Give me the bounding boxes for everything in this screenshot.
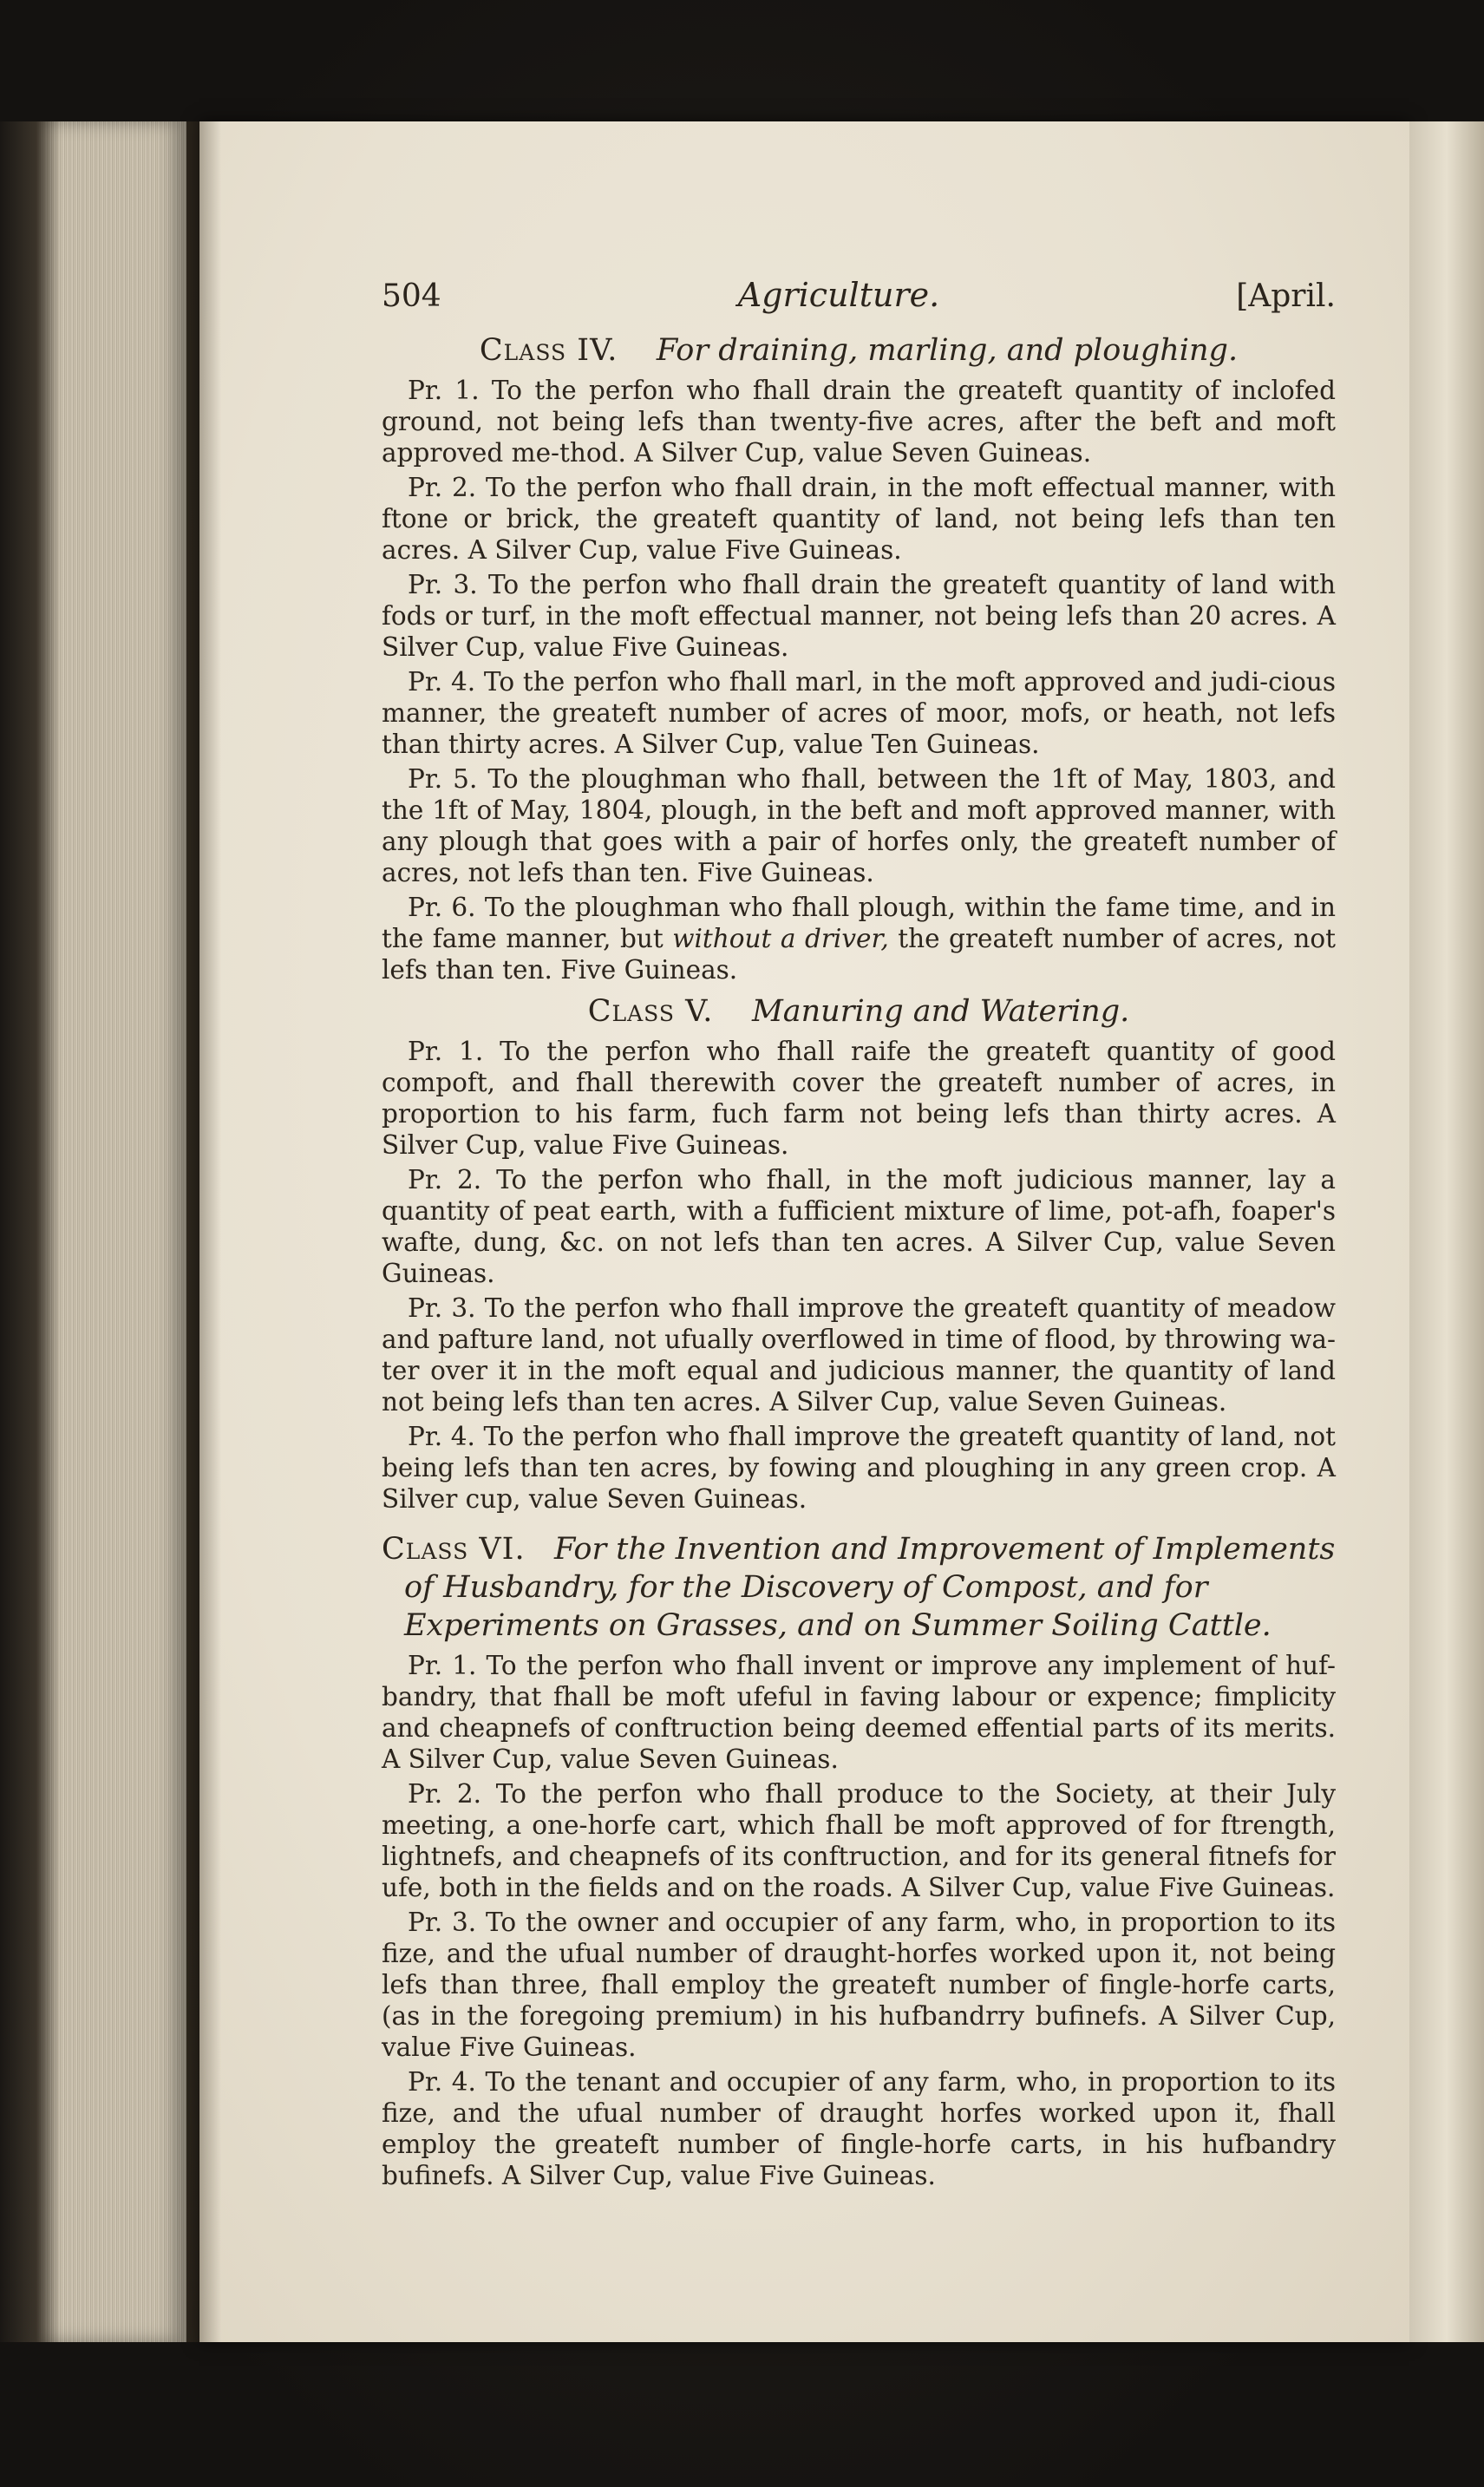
class-iv-premium-2: Pr. 2. To the perfon who fhall drain, in the moft effectual manner, with ftone or brick, the greateft quantity of land, not being lefs than ten acres. A Silver Cup, value Five Guineas.: [382, 473, 1336, 565]
class-v-heading: [382, 992, 1336, 1031]
book-cover-shadow: [0, 121, 61, 2342]
running-title: Agriculture.: [737, 276, 940, 314]
class-vi-premium-4: Pr. 4. To the tenant and occupier of any farm, who, in proportion to its fize, and the ufual number of draught horfes worked upon it, fhall employ the greateft number of fingle-horfe carts, in his hufbandry bufinefs. A Silver Cup, value Five Guineas.: [382, 2067, 1336, 2190]
facing-page-edge: [1409, 121, 1484, 2342]
page-gutter-shadow: [186, 121, 221, 2342]
class-vi-subtitle-line-3: Experiments on Grasses, and on Summer Soiling Cattle.: [404, 1608, 1272, 1643]
class-vi-label: Class VI.: [382, 1532, 526, 1567]
class-iv-premium-5: Pr. 5. To the ploughman who fhall, between the 1ft of May, 1803, and the 1ft of May, 1804, plough, in the beft and moft approved manner, with any plough that goes with a pair of horfes only, the greateft number of acres, not lefs than ten. Five Guineas.: [382, 764, 1336, 887]
premium-6-text-a: Pr. 6. To the ploughman who fhall plough, within the fame time, and in the fame manner, but: [382, 893, 1336, 953]
class-v-premium-3: Pr. 3. To the perfon who fhall improve the greateft quantity of meadow and pafture land, not ufually overflowed in time of flood, by throwing wa-ter over it in the moft equal and judicious manner, the quantity of land not being lefs than ten acres. A Silver Cup, value Seven Guineas.: [382, 1293, 1336, 1417]
class-iv-premium-3: Pr. 3. To the perfon who fhall drain the greateft quantity of land with fods or turf, in the moft effectual manner, not being lefs than 20 acres. A Silver Cup, value Five Guineas.: [382, 570, 1336, 662]
premium-6-text-b: the greateft number of acres, not lefs than ten. Five Guineas.: [382, 924, 1337, 985]
class-vi-premium-1: Pr. 1. To the perfon who fhall invent or improve any implement of huf-bandry, that fhall be moft ufeful in faving labour or expence; fimplicity and cheapnefs of conftruction being deemed effential parts of its merits. A Silver Cup, value Seven Guineas.: [382, 1651, 1336, 1774]
class-vi-subtitle-line-1: For the Invention and Improvement of Implements: [554, 1532, 1336, 1567]
premium-6-emphasis: without a driver,: [672, 924, 889, 953]
page-content: [382, 276, 1336, 2195]
class-iv-subtitle: For draining, marling, and ploughing.: [656, 333, 1239, 368]
class-iv-premium-1: Pr. 1. To the perfon who fhall drain the greateft quantity of inclofed ground, not being lefs than twenty-five acres, after the beft and moft approved me-thod. A Silver Cup, value Seven Guineas.: [382, 376, 1336, 468]
running-month: [April.: [1236, 278, 1336, 314]
class-vi-subtitle-line-2: of Husbandry, for the Discovery of Compost, and for: [404, 1570, 1208, 1605]
class-v-premium-4: Pr. 4. To the perfon who fhall improve the greateft quantity of land, not being lefs than ten acres, by fowing and ploughing in any green crop. A Silver cup, value Seven Guineas.: [382, 1422, 1336, 1514]
class-v-premium-1: Pr. 1. To the perfon who fhall raife the greateft quantity of good compoft, and fhall therewith cover the greateft number of acres, in proportion to his farm, fuch farm not being lefs than thirty acres. A Silver Cup, value Five Guineas.: [382, 1037, 1336, 1160]
class-iv-premium-6: [382, 892, 1336, 985]
class-v-subtitle: Manuring and Watering.: [751, 994, 1130, 1029]
running-header: [382, 276, 1336, 314]
class-vi-premium-3: Pr. 3. To the owner and occupier of any farm, who, in proportion to its fize, and the ufual number of draught-horfes worked upon it, not being lefs than three, fhall employ the greateft number of fingle-horfe carts, (as in the foregoing premium) in his hufbandrry bufinefs. A Silver Cup, value Five Guineas.: [382, 1908, 1336, 2062]
class-iv-label: Class IV.: [479, 333, 618, 368]
page-number: 504: [382, 278, 441, 314]
class-v-premium-2: Pr. 2. To the perfon who fhall, in the moft judicious manner, lay a quantity of peat earth, with a fufficient mixture of lime, pot-afh, foaper's wafte, dung, &c. on not lefs than ten acres. A Silver Cup, value Seven Guineas.: [382, 1165, 1336, 1288]
class-iv-heading: [382, 331, 1336, 370]
class-iv-premium-4: Pr. 4. To the perfon who fhall marl, in the moft approved and judi-cious manner, the greateft number of acres of moor, mofs, or heath, not lefs than thirty acres. A Silver Cup, value Ten Guineas.: [382, 667, 1336, 759]
class-vi-heading: [382, 1530, 1336, 1645]
class-v-label: Class V.: [587, 994, 714, 1029]
class-vi-premium-2: Pr. 2. To the perfon who fhall produce to the Society, at their July meeting, a one-horfe cart, which fhall be moft approved of for ftrength, lightnefs, and cheapnefs of its conftruction, and for its general fitnefs for ufe, both in the fields and on the roads. A Silver Cup, value Five Guineas.: [382, 1779, 1336, 1902]
